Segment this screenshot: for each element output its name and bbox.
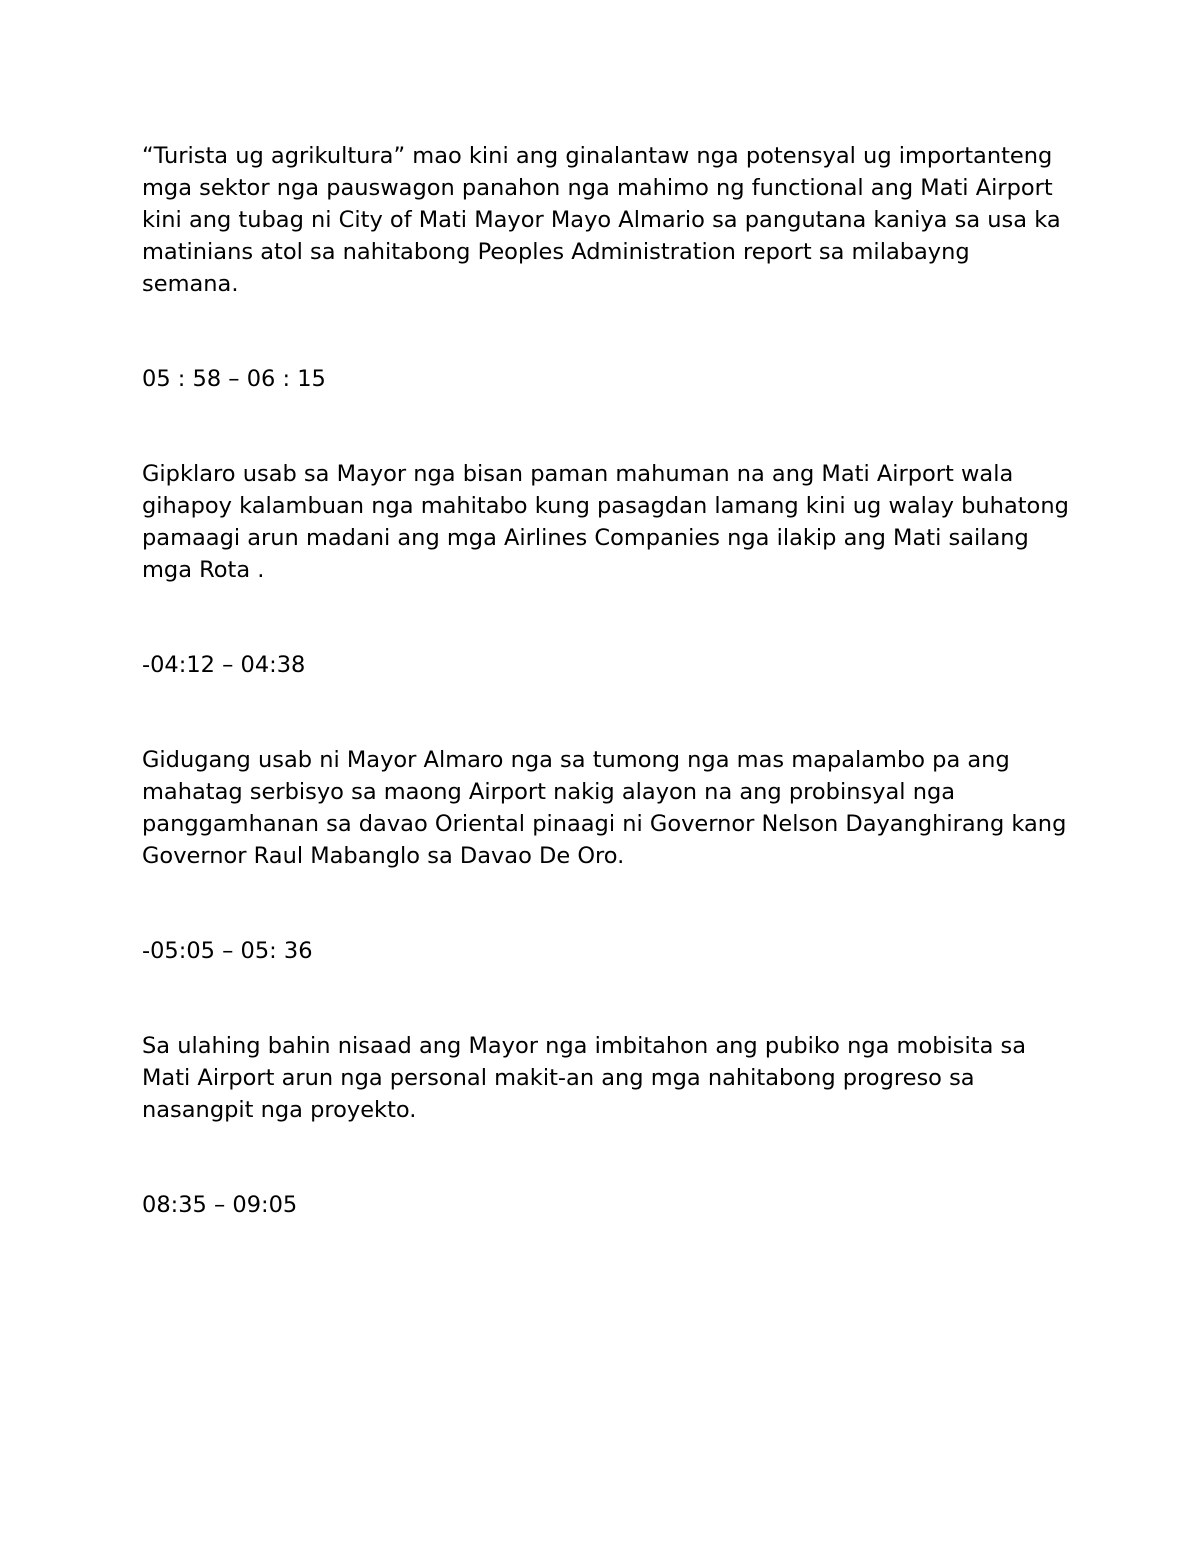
document-body xyxy=(142,140,1072,1221)
timestamp-2: -04:12 – 04:38 xyxy=(142,652,306,678)
timestamp-1: 05 : 58 – 06 : 15 xyxy=(142,366,326,392)
paragraph-sa-ulahing-bahin: Sa ulahing bahin nisaad ang Mayor nga imbitahon ang pubiko nga mobisita sa Mati Airport arun nga personal makit-an ang mga nahitabong progreso sa nasangpit nga proyekto. xyxy=(142,1033,1027,1123)
paragraph-gidugang: Gidugang usab ni Mayor Almaro nga sa tumong nga mas mapalambo pa ang mahatag serbisyo sa maong Airport nakig alayon na ang probinsyal nga panggamhanan sa davao Oriental pinaagi ni Governor Nelson Dayanghirang kang Governor Raul Mabanglo sa Davao De Oro. xyxy=(142,747,1067,869)
paragraph-gipklaro: Gipklaro usab sa Mayor nga bisan paman mahuman na ang Mati Airport wala gihapoy kalambuan nga mahitabo kung pasagdan lamang kini ug walay buhatong pamaagi arun madani ang mga Airlines Companies nga ilakip ang Mati sailang mga Rota . xyxy=(142,461,1069,583)
timestamp-3: -05:05 – 05: 36 xyxy=(142,938,313,964)
paragraph-turista-agrikultura: “Turista ug agrikultura” mao kini ang ginalantaw nga potensyal ug importanteng mga sektor nga pauswagon panahon nga mahimo ng functional ang Mati Airport kini ang tubag ni City of Mati Mayor Mayo Almario sa pangutana kaniya sa usa ka matinians atol sa nahitabong Peoples Administration report sa milabayng semana. xyxy=(142,143,1061,297)
timestamp-4: 08:35 – 09:05 xyxy=(142,1192,298,1218)
